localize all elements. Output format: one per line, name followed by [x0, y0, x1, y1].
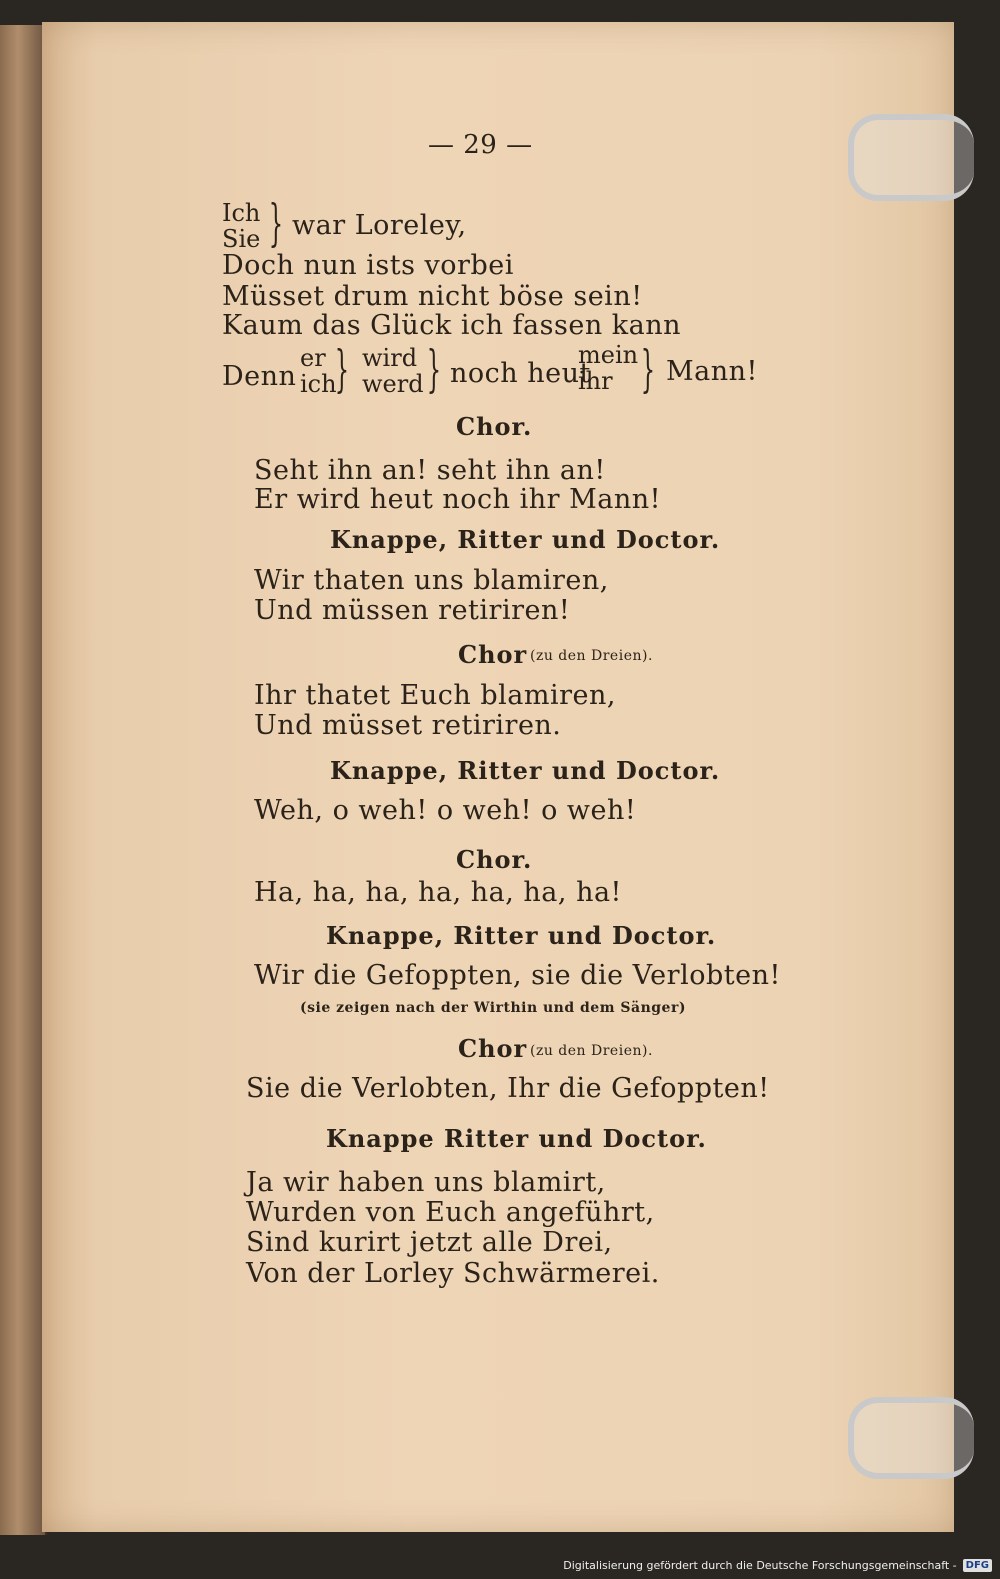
verse-line: Und müsset retiriren. [254, 710, 562, 741]
brace: } [640, 340, 656, 398]
speaker-heading: Chor. [456, 845, 533, 874]
stack-word: werd [362, 370, 424, 398]
verse-line: Sie die Verlobten, Ihr die Gefoppten! [246, 1073, 770, 1104]
verse-line: Er wird heut noch ihr Mann! [254, 484, 662, 515]
brace: } [334, 340, 350, 398]
digitization-footer [563, 1555, 992, 1575]
stack-word: er [300, 344, 326, 372]
stage-direction: (sie zeigen nach der Wirthin und dem Sänger) [300, 1000, 686, 1016]
page-number: — 29 — [428, 130, 533, 160]
verse-line: Und müssen retiriren! [254, 595, 571, 626]
verse-line: war Loreley, [292, 210, 467, 241]
speaker-heading: Chor [458, 1034, 528, 1063]
stage-direction: (zu den Dreien). [530, 648, 653, 664]
speaker-heading: Knappe, Ritter und Doctor. [330, 756, 721, 785]
verse-line: Kaum das Glück ich fassen kann [222, 310, 682, 341]
verse-line: Wir die Gefoppten, sie die Verlobten! [254, 960, 781, 991]
dfg-logo: DFG [963, 1559, 992, 1572]
verse-line: Wir thaten uns blamiren, [254, 565, 609, 596]
brace: } [426, 340, 442, 398]
verse-word: Denn [222, 361, 297, 392]
possessive-stack [578, 342, 638, 394]
stage-direction: (zu den Dreien). [530, 1043, 653, 1059]
verse-line: Doch nun ists vorbei [222, 250, 514, 281]
verse-line: Ja wir haben uns blamirt, [246, 1167, 606, 1198]
speaker-heading: Knappe, Ritter und Doctor. [326, 921, 717, 950]
speaker-heading: Knappe Ritter und Doctor. [326, 1124, 707, 1153]
page-clip-bottom [848, 1397, 974, 1479]
speaker-heading: Chor [458, 640, 528, 669]
stack-word: ihr [578, 367, 613, 395]
verse-word: Mann! [666, 356, 758, 387]
stack-word: wird [362, 344, 418, 372]
book-edge [0, 25, 47, 1535]
verse-line: Von der Lorley Schwärmerei. [246, 1258, 660, 1289]
brace: } [268, 194, 284, 252]
verse-line: Weh, o weh! o weh! o weh! [254, 795, 637, 826]
verse-line: Ha, ha, ha, ha, ha, ha, ha! [254, 877, 622, 908]
page-clip-top [848, 114, 974, 201]
speaker-heading: Chor. [456, 412, 533, 441]
verse-line: Wurden von Euch angeführt, [246, 1197, 655, 1228]
speaker-stack [222, 200, 260, 252]
verb-stack [362, 345, 424, 397]
verse-line: Ihr thatet Euch blamiren, [254, 680, 616, 711]
verse-line: Sind kurirt jetzt alle Drei, [246, 1227, 613, 1258]
verse-line: Seht ihn an! seht ihn an! [254, 455, 606, 486]
speaker-heading: Knappe, Ritter und Doctor. [330, 525, 721, 554]
footer-text: Digitalisierung gefördert durch die Deutsche Forschungsgemeinschaft - [563, 1558, 957, 1572]
stack-word: Ich [222, 199, 261, 227]
verse-word: noch heut [450, 358, 591, 389]
stack-word: Sie [222, 225, 261, 253]
stack-word: ich [300, 370, 337, 398]
pronoun-stack [300, 345, 337, 397]
verse-line: Müsset drum nicht böse sein! [222, 281, 643, 312]
stack-word: mein [578, 341, 639, 369]
